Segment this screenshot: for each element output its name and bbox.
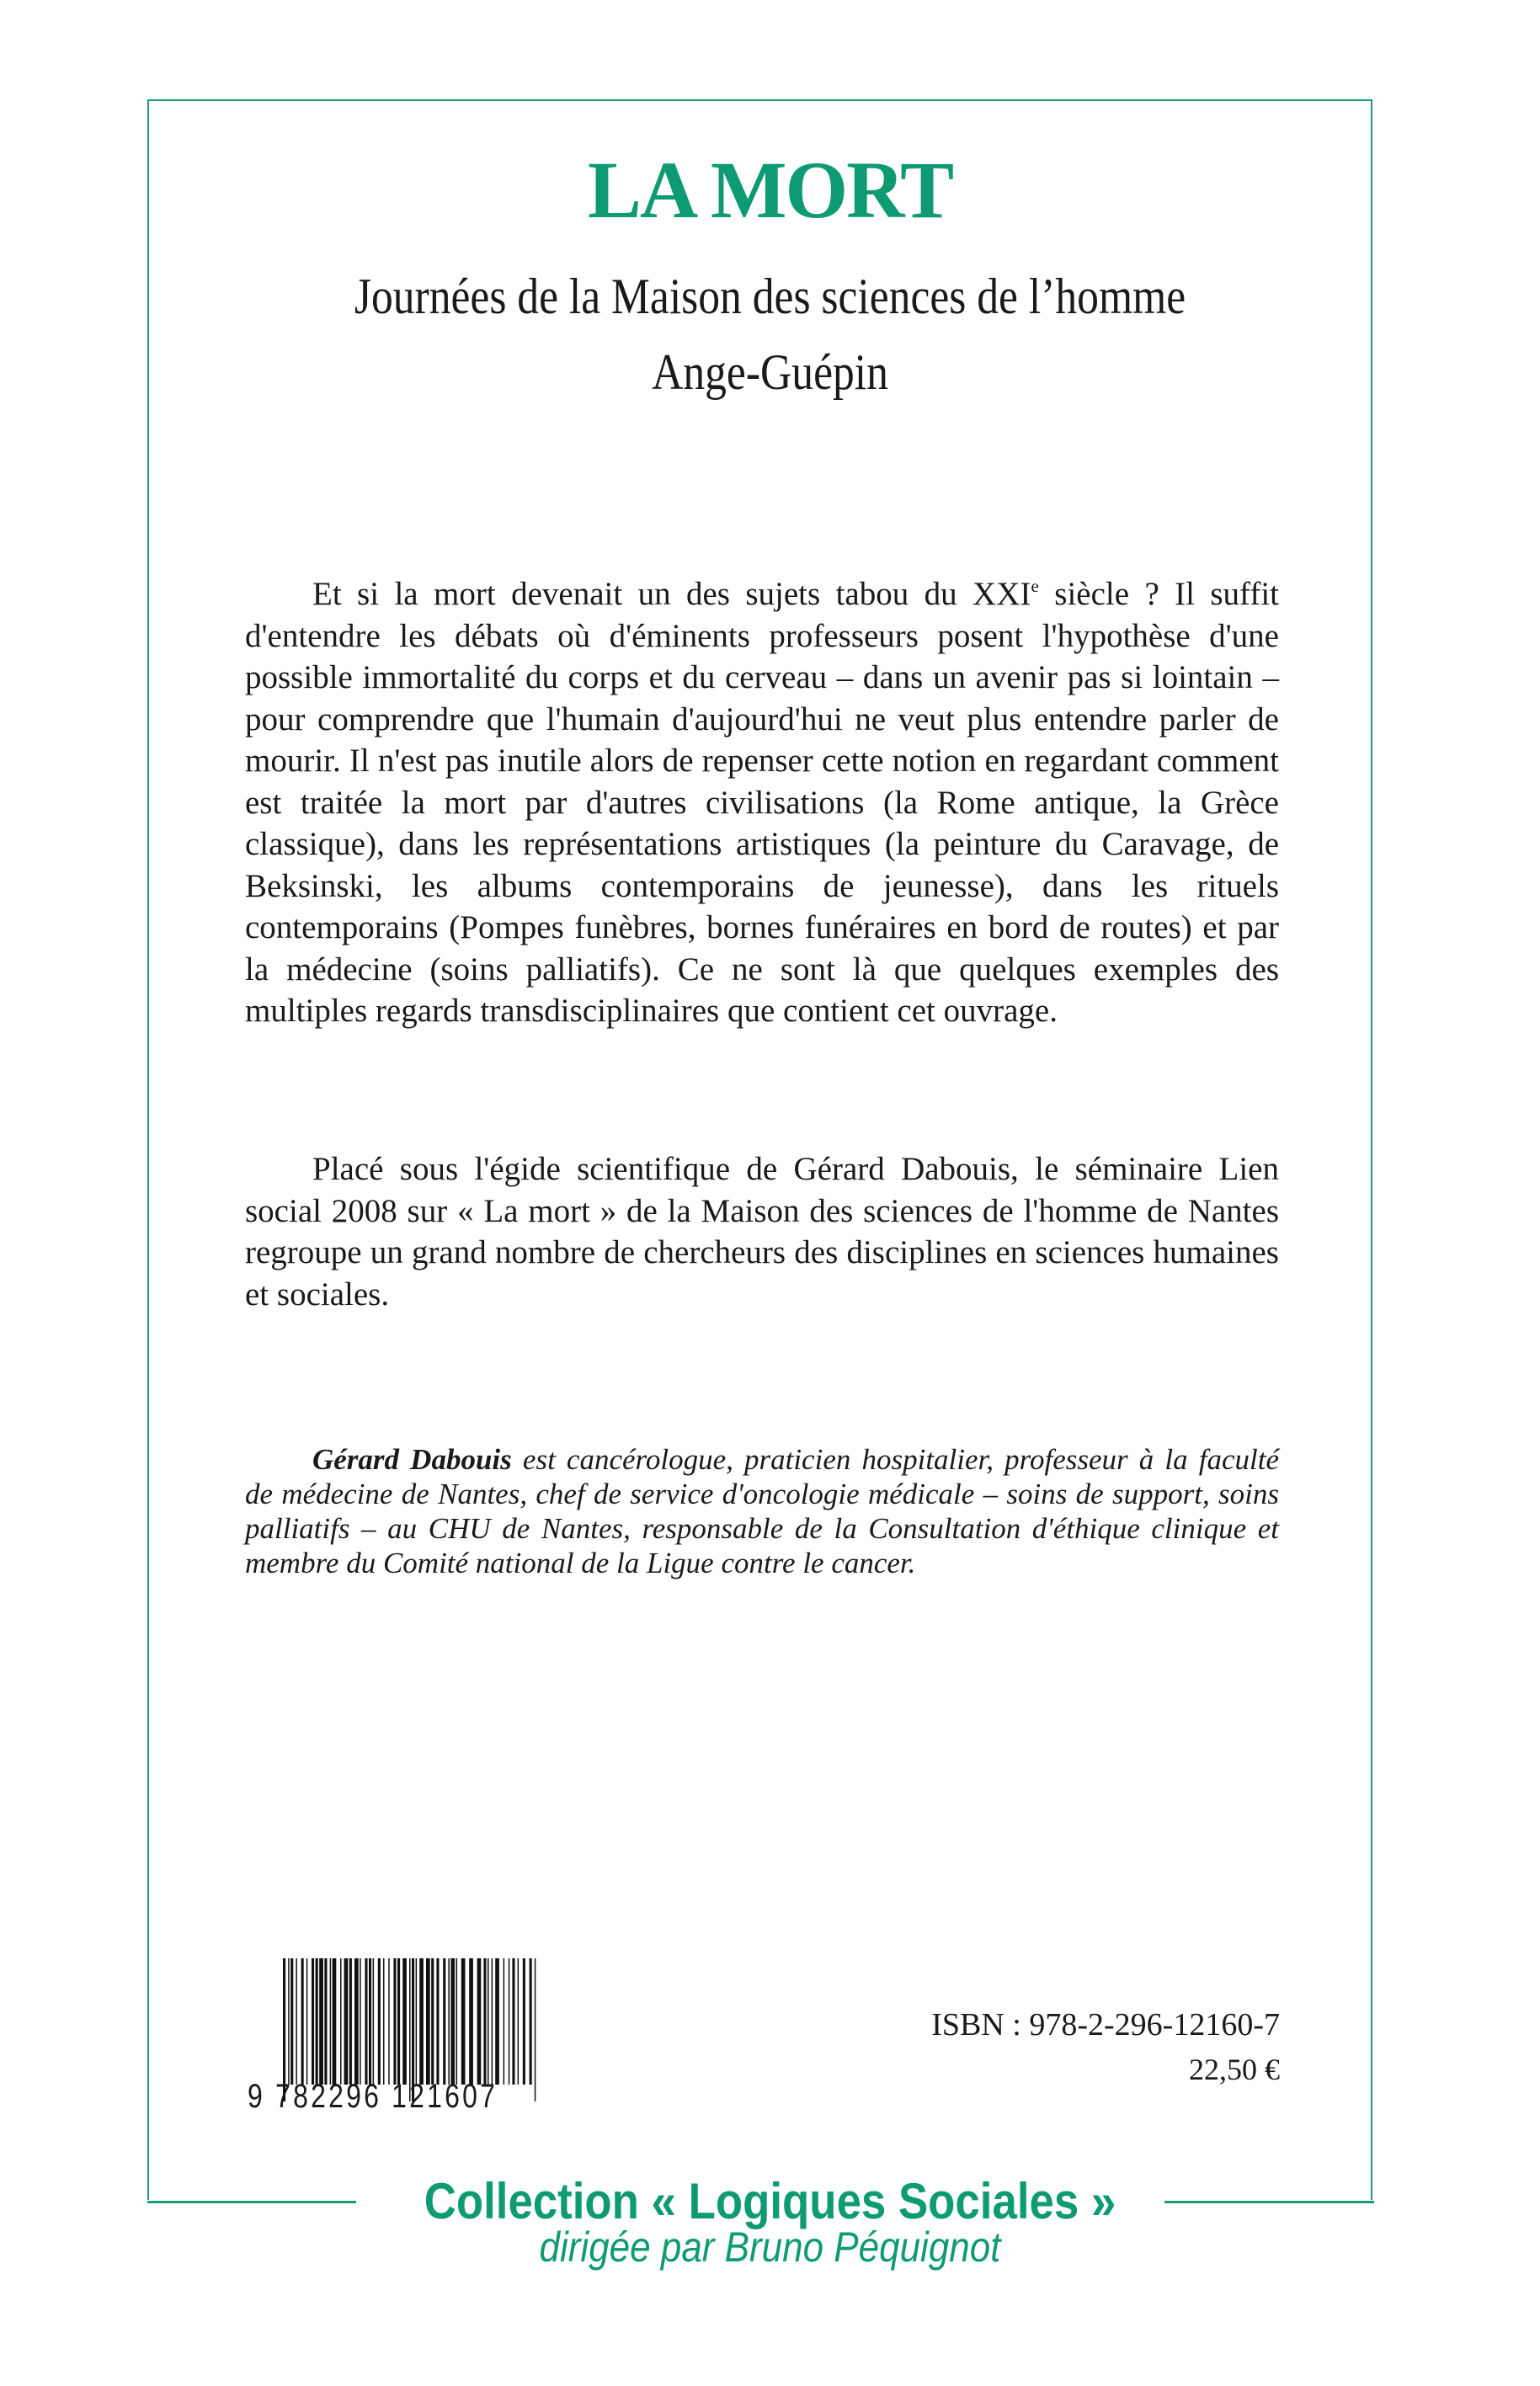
barcode-bar	[349, 1958, 352, 2085]
blurb-paragraph-1	[245, 566, 1279, 1032]
blurb-text: siècle ? Il suffit d'entendre les débats où d'éminents professeurs posent l'hypothèse d'une possible immortalité du corps et du cerveau – dans un avenir pas si lointain – pour comprendre que l'humain d'aujourd'hui ne veut plus entendre parler de mourir. Il n'est pas inutile alors de repenser cette notion en regardant comment est traitée la mort par d'autres civilisations (la Rome antique, la Grèce classique), dans les représentations artistiques (la peinture du Caravage, de Beksinski, les albums contemporains de jeunesse), dans les rituels contemporains (Pompes funèbres, bornes funéraires en bord de routes) et par la médecine (soins palliatifs). Ce ne sont là que quelques exemples des multiples regards transdisciplinaires que contient cet ouvrage.	[245, 576, 1279, 1029]
barcode-digits: 9 782296 121607	[248, 2078, 498, 2115]
barcode-bar	[319, 1958, 323, 2085]
barcode-bar	[397, 1958, 400, 2085]
barcode-bar	[456, 1958, 458, 2085]
blurb-text: Et si la mort devenait un des sujets tabou du XXI	[312, 576, 1031, 612]
barcode-bar	[523, 1958, 525, 2085]
barcode-bar	[436, 1958, 439, 2085]
barcode-bar	[301, 1958, 304, 2085]
barcode-bar	[518, 1958, 520, 2085]
book-subtitle-line1: Journées de la Maison des sciences de l’homme	[354, 269, 1186, 324]
barcode-bar	[416, 1958, 418, 2085]
barcode-bar	[483, 1958, 486, 2085]
barcode-bar	[316, 1958, 318, 2085]
barcode-bar	[450, 1958, 455, 2085]
barcode-bar	[461, 1958, 466, 2085]
author-name: Gérard Dabouis	[312, 1443, 512, 1476]
isbn: ISBN : 978-2-296-12160-7	[931, 2007, 1280, 2042]
barcode-bar	[360, 1958, 361, 2085]
century-superscript: e	[1031, 576, 1039, 596]
author-bio-text: est cancérologue, praticien hospitalier, professeur à la faculté de médecine de Nantes, chef de service d'oncologie médicale – soins de support, soins palliatifs – au CHU de Nantes, responsable de la Consultation d'éthique clinique et membre du Comité national de la Ligue contre le cancer.	[245, 1443, 1279, 1579]
barcode-bar	[492, 1958, 493, 2085]
barcode-bar	[288, 1958, 290, 2085]
barcode-bar	[535, 1958, 536, 2101]
barcode-bar	[330, 1958, 332, 2085]
barcode-bar	[419, 1958, 424, 2085]
barcode-bar	[443, 1958, 445, 2085]
barcode-bar	[354, 1958, 359, 2085]
price: 22,50 €	[1189, 2053, 1280, 2086]
collection-name: Collection « Logiques Sociales »	[424, 2173, 1116, 2229]
barcode-bar	[477, 1958, 482, 2085]
barcode-bar	[296, 1958, 297, 2085]
barcode-bar	[426, 1958, 430, 2085]
barcode-bar	[431, 1958, 434, 2085]
author-bio	[245, 1442, 1279, 1580]
barcode-bar	[340, 1958, 342, 2085]
collection-director: dirigée par Bruno Péquignot	[539, 2224, 1001, 2271]
barcode-bar	[388, 1958, 390, 2085]
barcode-bar	[383, 1958, 385, 2085]
barcode-bar	[530, 1958, 532, 2085]
barcode-bar	[306, 1958, 308, 2085]
barcode-bar	[378, 1958, 381, 2085]
barcode-bar	[369, 1958, 371, 2085]
barcode-bar	[469, 1958, 473, 2085]
barcode-bar	[504, 1958, 505, 2085]
barcode-bar	[509, 1958, 510, 2085]
barcode-bar	[344, 1958, 349, 2085]
book-subtitle-line2: Ange-Guépin	[652, 344, 888, 400]
barcode-bar	[365, 1958, 367, 2085]
barcode-bar	[448, 1958, 450, 2085]
barcode-bar	[290, 1958, 293, 2085]
barcode-bar	[488, 1958, 489, 2085]
barcode-bar	[512, 1958, 514, 2085]
barcode-bar	[373, 1958, 375, 2085]
barcode-bar	[324, 1958, 327, 2085]
blurb-text: Placé sous l'égide scientifique de Gérard Dabouis, le séminaire Lien social 2008 sur « La mort » de la Maison des sciences de l'homme de Nantes regroupe un grand nombre de chercheurs des disciplines en sciences humaines et sociales.	[245, 1151, 1279, 1313]
barcode-bar	[333, 1958, 337, 2085]
barcode-bar	[402, 1958, 407, 2085]
barcode-bar	[393, 1958, 396, 2085]
blurb-paragraph-2	[245, 1148, 1279, 1315]
barcode-bar	[312, 1958, 314, 2085]
book-title: LA MORT	[587, 145, 953, 235]
barcode-bar	[495, 1958, 499, 2085]
